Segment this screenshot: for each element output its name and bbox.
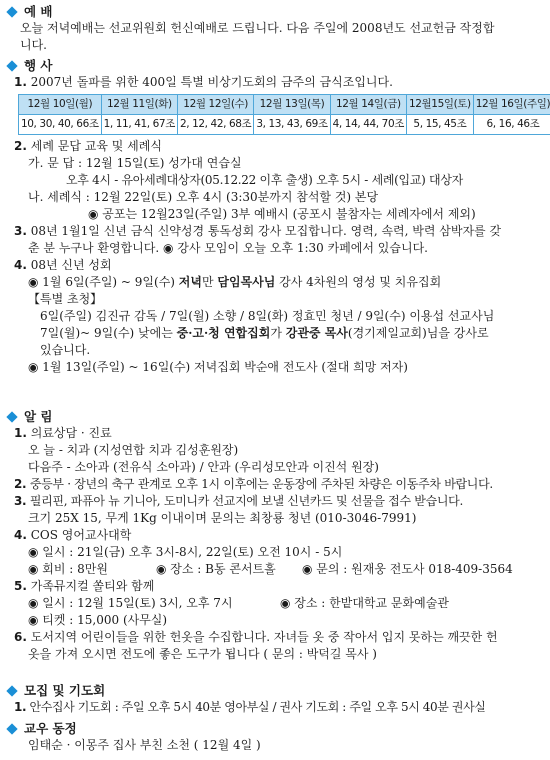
- schedule-header-row: [19, 95, 550, 115]
- musical-ticket: ◉ 티켓 : 15,000 (사무실): [28, 613, 168, 627]
- recruit-section: [6, 682, 544, 716]
- schedule-day: 12월 10일(월): [19, 95, 102, 115]
- medical-line-2: 다음주 - 소아과 (전유식 소아과) / 안과 (우리성모안과 이진석 원장): [28, 460, 379, 474]
- events-item-4: [14, 257, 544, 274]
- schedule-day: 12월15일(토): [407, 95, 474, 115]
- fasting-schedule-table: [18, 94, 550, 135]
- notices-item-3: [14, 493, 544, 510]
- clothes-drive-line-2: 옷을 가져 오시면 전도에 좋은 도구가 됩니다 ( 문의 : 박덕길 목사 ): [28, 647, 377, 661]
- text-run: 가: [270, 326, 286, 340]
- worship-section: [6, 3, 544, 54]
- new-year-revival-line-1: [28, 274, 544, 291]
- text-run-bold: 강관중 목사: [285, 326, 348, 340]
- item-number: 2.: [14, 477, 27, 491]
- baptism-line-3: 나. 세례식 : 12월 22일(토) 오후 4시 (3:30분까지 참석할 것) 본당: [28, 190, 379, 204]
- text-run: 7일(월)~ 9일(수) 낮에는: [40, 326, 177, 340]
- events-item-3: [14, 223, 544, 240]
- cos-line-2: [28, 561, 544, 578]
- members-heading: [6, 720, 544, 737]
- members-section: [6, 720, 544, 754]
- notices-item-6: [14, 629, 544, 646]
- musical-venue: ◉ 장소 : 한밭대학교 문화예술관: [280, 596, 449, 610]
- worship-text-line2: 니다.: [20, 38, 47, 52]
- notices-item-5: [14, 578, 544, 595]
- text-run: 만: [201, 275, 218, 289]
- item-number: 1.: [14, 700, 27, 714]
- mission-gift-line-1: 크기 25X 15, 무게 1Kg 이내이며 문의는 최창룡 청년 (010-3046-7991): [28, 511, 417, 525]
- musical-time: ◉ 일시 : 12월 15일(토) 3시, 오후 7시: [28, 596, 233, 610]
- text-run: ◉ 1월 6일(주일) ~ 9일(수): [28, 275, 179, 289]
- item-text: 세례 문답 교육 및 세례식: [30, 139, 162, 153]
- diamond-bullet-icon: [6, 685, 17, 696]
- cos-fee: ◉ 회비 : 8만원: [28, 562, 108, 576]
- diamond-bullet-icon: [6, 6, 17, 17]
- item-text: 안수집사 기도회 : 주일 오후 5시 40분 영아부실 / 권사 기도회 : 주일 오후 5시 40분 권사실: [29, 700, 486, 714]
- baptism-line-2: 오후 4시 - 유아세례대상자(05.12.22 이후 출생) 오후 5시 - 세례(입교) 대상자: [66, 173, 463, 187]
- notices-heading: [6, 408, 544, 425]
- schedule-day: 12월 12일(수): [177, 95, 253, 115]
- schedule-group-row: [19, 115, 550, 135]
- diamond-bullet-icon: [6, 723, 17, 734]
- medical-line-1: 오 늘 - 치과 (지성연합 치과 김성훈원장): [28, 443, 239, 457]
- schedule-group: 6, 16, 46조: [473, 115, 550, 135]
- events-item-2: [14, 138, 544, 155]
- events-item-1: [14, 74, 544, 91]
- members-title: 교우 동정: [24, 721, 77, 736]
- item-text: 2007년 돌파를 위한 400일 특별 비상기도회의 금주의 금식조입니다.: [30, 75, 393, 89]
- recruit-title: 모집 및 기도회: [24, 683, 106, 698]
- item-text: 08년 1월1일 신년 금식 신약성경 통독성회 강사 모집합니다. 영력, 속력, 박력 삼박자를 갖: [30, 224, 502, 238]
- events-section: [6, 57, 550, 376]
- cos-line-1: ◉ 일시 : 21일(금) 오후 3시-8시, 22일(토) 오전 10시 - 5시: [28, 545, 343, 559]
- schedule-day: 12월 14일(금): [330, 95, 406, 115]
- new-year-revival-line-6: ◉ 1월 13일(주일) ~ 16일(수) 저녁집회 박순애 전도사 (절대 희망 저자): [28, 360, 408, 374]
- item-text: COS 영어교사대학: [30, 528, 132, 542]
- members-text: 임태순 · 이몽주 집사 부친 소천 ( 12월 4일 ): [28, 738, 261, 752]
- events-heading: [6, 57, 544, 74]
- worship-text-line1: 오늘 저녁예배는 선교위원회 헌신예배로 드립니다. 다음 주일에 2008년도 선교헌금 작정합: [20, 21, 495, 35]
- item-number: 4.: [14, 258, 27, 272]
- schedule-group: 5, 15, 45조: [407, 115, 474, 135]
- item-text: 가족뮤지컬 쏠티와 함께: [30, 579, 155, 593]
- recruit-heading: [6, 682, 544, 699]
- special-invitation-line-3: 있습니다.: [40, 343, 91, 357]
- schedule-day: 12월 11일(화): [101, 95, 177, 115]
- special-invitation-label: 【특별 초청】: [28, 292, 103, 306]
- schedule-group: 1, 11, 41, 67조: [101, 115, 177, 135]
- text-run-bold: 저녁: [178, 275, 202, 289]
- schedule-group: 2, 12, 42, 68조: [177, 115, 253, 135]
- notices-title: 알 림: [24, 409, 53, 424]
- text-run: 강사 4차원의 영성 및 치유집회: [275, 275, 442, 289]
- item-number: 1.: [14, 426, 27, 440]
- cos-contact: ◉ 문의 : 원재웅 전도사 018-409-3564: [302, 562, 513, 576]
- notices-item-1: [14, 425, 544, 442]
- item-text: 08년 신년 성회: [30, 258, 112, 272]
- musical-line-1: [28, 595, 544, 612]
- notices-item-4: [14, 527, 544, 544]
- baptism-line-4: ◉ 공포는 12월23일(주일) 3부 예배시 (공포시 불참자는 세례자에서 제외): [88, 207, 476, 221]
- item-text: 의료상담 · 진료: [30, 426, 112, 440]
- item-number: 6.: [14, 630, 27, 644]
- recruit-item-1: [14, 699, 544, 716]
- events-title: 행 사: [24, 58, 53, 73]
- special-invitation-line-1: 6일(주일) 김진규 감독 / 7일(월) 소향 / 8일(화) 정효민 청년 / 9일(수) 이용섭 선교사님: [40, 309, 495, 323]
- item-text: 중등부 · 장년의 축구 관계로 오후 1시 이후에는 운동장에 주차된 차량은 이동주차 바랍니다.: [29, 477, 493, 491]
- item-number: 2.: [14, 139, 27, 153]
- special-invitation-line-2: [40, 325, 544, 342]
- item-number: 5.: [14, 579, 27, 593]
- text-run: (경기제일교회)님을 강사로: [347, 326, 489, 340]
- text-run-bold: 담임목사님: [217, 275, 276, 289]
- diamond-bullet-icon: [6, 60, 17, 71]
- diamond-bullet-icon: [6, 411, 17, 422]
- item-text: 필리핀, 파퓨아 뉴 기니아, 도미니카 선교지에 보낼 신년카드 및 선물을 접수 받습니다.: [29, 494, 463, 508]
- item-number: 4.: [14, 528, 27, 542]
- text-run-bold: 중·고·청 연합집회: [176, 326, 271, 340]
- cos-venue: ◉ 장소 : B동 콘서트홀: [156, 562, 276, 576]
- events-item-3-line-2: 춘 분 누구나 환영합니다. ◉ 강사 모임이 오늘 오후 1:30 카페에서 있습니다.: [28, 241, 428, 255]
- schedule-group: 4, 14, 44, 70조: [330, 115, 406, 135]
- item-text: 도서지역 어린이들을 위한 헌옷을 수집합니다. 자녀들 옷 중 작아서 입지 못하는 깨끗한 헌: [30, 630, 498, 644]
- worship-heading: [6, 3, 544, 20]
- schedule-day: 12월 13일(목): [254, 95, 330, 115]
- item-number: 3.: [14, 224, 27, 238]
- baptism-line-1: 가. 문 답 : 12월 15일(토) 성가대 연습실: [28, 156, 242, 170]
- item-number: 3.: [14, 494, 27, 508]
- notices-section: [6, 408, 544, 663]
- item-number: 1.: [14, 75, 27, 89]
- schedule-group: 10, 30, 40, 66조: [19, 115, 102, 135]
- worship-title: 예 배: [24, 4, 53, 19]
- schedule-day: 12월 16일(주일): [473, 95, 550, 115]
- schedule-group: 3, 13, 43, 69조: [254, 115, 330, 135]
- notices-item-2: [14, 476, 544, 493]
